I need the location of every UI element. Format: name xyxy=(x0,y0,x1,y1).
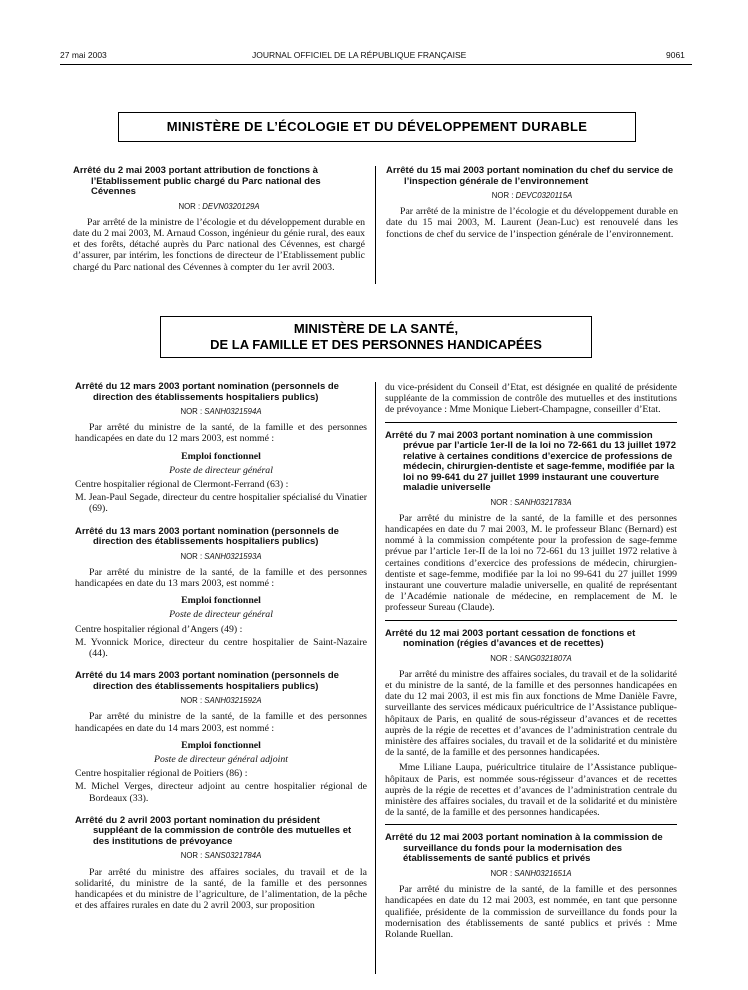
article-parc-cevennes xyxy=(73,166,365,273)
nor-reference: NOR : DEVN0320129A xyxy=(178,201,260,211)
article-title: Arrêté du 14 mars 2003 portant nomination (personnels de direction des établissements hospitaliers publics) xyxy=(75,670,339,692)
nor-reference: NOR : SANH0321783A xyxy=(490,497,572,507)
article-nomination-12-mars xyxy=(75,382,367,515)
column-divider xyxy=(375,166,376,284)
article-title: Arrêté du 12 mars 2003 portant nomination (personnels de direction des établissements hospitaliers publics) xyxy=(75,381,339,403)
centre-label: Centre hospitalier régional de Clermont-Ferrand (63) : xyxy=(75,479,289,491)
ministry-health-title xyxy=(160,316,592,358)
ministry-ecology-right-column xyxy=(386,166,678,244)
article-body: Par arrêté du ministre des affaires sociales, du travail et de la solidarité, du ministre de la santé, de la famille et des personnes handicapées et du ministre de l’agriculture, de l’alimentation, de la pêche et des affaires rurales en date du 2 avril 2003, sur proposition xyxy=(75,866,367,912)
header-rule xyxy=(60,64,692,65)
article-separator xyxy=(385,422,677,423)
article-title: Arrêté du 15 mai 2003 portant nomination du chef du service de l’inspection générale de l’environnement xyxy=(386,165,674,187)
article-commission-sage-femme xyxy=(385,431,677,614)
article-body: Par arrêté du ministre des affaires sociales, du travail et de la solidarité et du ministre de la santé, de la famille et des personnes handicapées en date du 12 mai 2003, il est mis fin aux fonctions de Mme Danièle Favre, surveillante des services médicaux puéricultrice de l’Assistance publique-hôpitaux de Paris, en qualité de sous-régisseur d’avances et de recettes auprès de la régie de recettes et d’avances de l’administration centrale du ministère des affaires sociales, du travail et de la solidarité et du ministère de la santé, de la famille et des personnes handicapées. xyxy=(385,668,677,759)
article-title: Arrêté du 12 mai 2003 portant nomination à la commission de surveillance du fonds pour la modernisation des établissements de santé publics et privés xyxy=(385,832,663,865)
article-body: Par arrêté du ministre de la santé, de la famille et des personnes handicapées en date du 12 mai 2003, est nommée, en tant que personne qualifiée, présidente de la commission de surveillance du fonds pour la modernisation des établissements de santé publics et privés : Mme Rolande Ruellan. xyxy=(385,884,677,940)
article-body: Mme Liliane Laupa, puéricultrice titulaire de l’Assistance publique-hôpitaux de Paris, est nommée sous-régisseur d’avances et de recettes auprès de la régie de recettes et d’avances de l’administration centrale du ministère des affaires sociales, du travail et de la solidarité et du ministère de la santé, de la famille et des personnes handicapées. xyxy=(385,762,677,819)
article-separator xyxy=(385,620,677,621)
nominee: M. Michel Verges, directeur adjoint au centre hospitalier régional de Bordeaux (33). xyxy=(75,781,367,804)
nor-reference: NOR : SANG0321807A xyxy=(490,653,572,663)
nor-reference: NOR : SANH0321592A xyxy=(180,696,262,706)
article-title: Arrêté du 13 mars 2003 portant nomination (personnels de direction des établissements hospitaliers publics) xyxy=(75,525,339,548)
article-body: Par arrêté de la ministre de l’écologie et du développement durable en date du 2 mai 2003, M. Arnaud Cosson, ingénieur du génie rural, des eaux et des forêts, détaché auprès du Parc national des Cévennes, est chargé d’assurer, par intérim, les fonctions de directeur de l’Etablissement public chargé du Parc national des Cévennes à compter du 1er avril 2003. xyxy=(73,216,365,273)
article-nomination-14-mars xyxy=(75,671,367,804)
article-body: Par arrêté de la ministre de l’écologie et du développement durable en date du 15 mai 2003, M. Laurent (Jean-Luc) est renouvelé dans les fonctions de chef du service de l’inspection générale de l’environnement. xyxy=(386,206,678,240)
nor-reference: NOR : SANH0321594A xyxy=(180,407,262,416)
poste-label: Poste de directeur général adjoint xyxy=(153,754,289,766)
nominee: M. Yvonnick Morice, directeur du centre hospitalier de Saint-Nazaire (44). xyxy=(75,636,367,660)
article-president-suppleant xyxy=(75,816,367,912)
nor-reference: NOR : SANS0321784A xyxy=(180,851,262,861)
header-date: 27 mai 2003 xyxy=(60,50,107,60)
nominee: M. Jean-Paul Segade, directeur du centre hospitalier spécialisé du Vinatier (69). xyxy=(75,492,367,515)
nor-reference: NOR : DEVC0320115A xyxy=(491,191,573,200)
health-right-column xyxy=(385,382,677,944)
header-page-number: 9061 xyxy=(666,50,685,60)
article-body-continued: du vice-président du Conseil d’Etat, est désignée en qualité de présidente suppléante de la commission de contrôle des mutuelles et des institutions de prévoyance : Mme Monique Liebert-Champagne, conseiller d’Etat. xyxy=(385,382,677,416)
nor-reference: NOR : SANH0321593A xyxy=(180,551,262,561)
nor-reference: NOR : SANH0321651A xyxy=(490,868,572,878)
section-heading: Emploi fonctionnel xyxy=(181,595,261,607)
article-nomination-13-mars xyxy=(75,527,367,660)
article-regies-avances xyxy=(385,629,677,819)
section-heading: Emploi fonctionnel xyxy=(181,739,261,751)
column-divider xyxy=(375,382,376,974)
ministry-ecology-left-column xyxy=(73,166,365,277)
health-left-column xyxy=(75,382,367,915)
article-separator xyxy=(385,824,677,825)
article-title: Arrêté du 2 mai 2003 portant attribution de fonctions à l’Etablissement public chargé du Parc national des Cévennes xyxy=(73,165,321,197)
ministry-health-line1: MINISTÈRE DE LA SANTÉ, xyxy=(293,321,459,336)
article-title: Arrêté du 7 mai 2003 portant nomination à une commission prévue par l’article 1er-II de la loi no 72-661 du 13 juillet 1972 relative à certaines conditions d’exercice de professions de médecin, chirurgien-dentiste et sage-femme, modifiée par la loi no 99-641 du 27 juillet 1999 instaurant une couverture maladie universelle xyxy=(385,429,676,494)
article-intro: Par arrêté du ministre de la santé, de la famille et des personnes handicapées en date du 14 mars 2003, est nommé : xyxy=(75,711,367,734)
article-commission-surveillance xyxy=(385,833,677,940)
ministry-ecology-title: MINISTÈRE DE L’ÉCOLOGIE ET DU DÉVELOPPEMENT DURABLE xyxy=(118,112,636,142)
ministry-health-line2: DE LA FAMILLE ET DES PERSONNES HANDICAPÉES xyxy=(210,337,542,352)
section-heading: Emploi fonctionnel xyxy=(181,450,261,462)
article-intro: Par arrêté du ministre de la santé, de la famille et des personnes handicapées en date du 12 mars 2003, est nommé : xyxy=(75,422,367,445)
article-title: Arrêté du 2 avril 2003 portant nomination du président suppléant de la commission de contrôle des mutuelles et des institutions de prévoyance xyxy=(75,814,352,847)
centre-label: Centre hospitalier régional d’Angers (49) : xyxy=(75,623,243,635)
article-title: Arrêté du 12 mai 2003 portant cessation de fonctions et nomination (régies d’avances et de recettes) xyxy=(385,627,636,650)
article-inspection-generale xyxy=(386,166,678,240)
poste-label: Poste de directeur général xyxy=(169,464,273,476)
article-body: Par arrêté du ministre de la santé, de la famille et des personnes handicapées en date du 7 mai 2003, M. le professeur Blanc (Bernard) est nommé à la commission compétente pour la profession de sage-femme prévue par l’article 1er-II de la loi no 72-661 du 13 juillet 1972 relative à certaines conditions d’exercice des professions de médecin, chirurgien-dentiste et sage-femme, modifiée par la loi no 99-641 du 27 juillet 1999 instaurant une couverture maladie universelle, en qualité de représentant de l’Académie nationale de médecine, en remplacement de M. le professeur Sureau (Claude). xyxy=(385,512,677,614)
centre-label: Centre hospitalier régional de Poitiers (86) : xyxy=(75,768,248,780)
header-journal-title: JOURNAL OFFICIEL DE LA RÉPUBLIQUE FRANÇAISE xyxy=(252,50,467,60)
poste-label: Poste de directeur général xyxy=(169,609,273,621)
article-intro: Par arrêté du ministre de la santé, de la famille et des personnes handicapées en date du 13 mars 2003, est nommé : xyxy=(75,566,367,590)
